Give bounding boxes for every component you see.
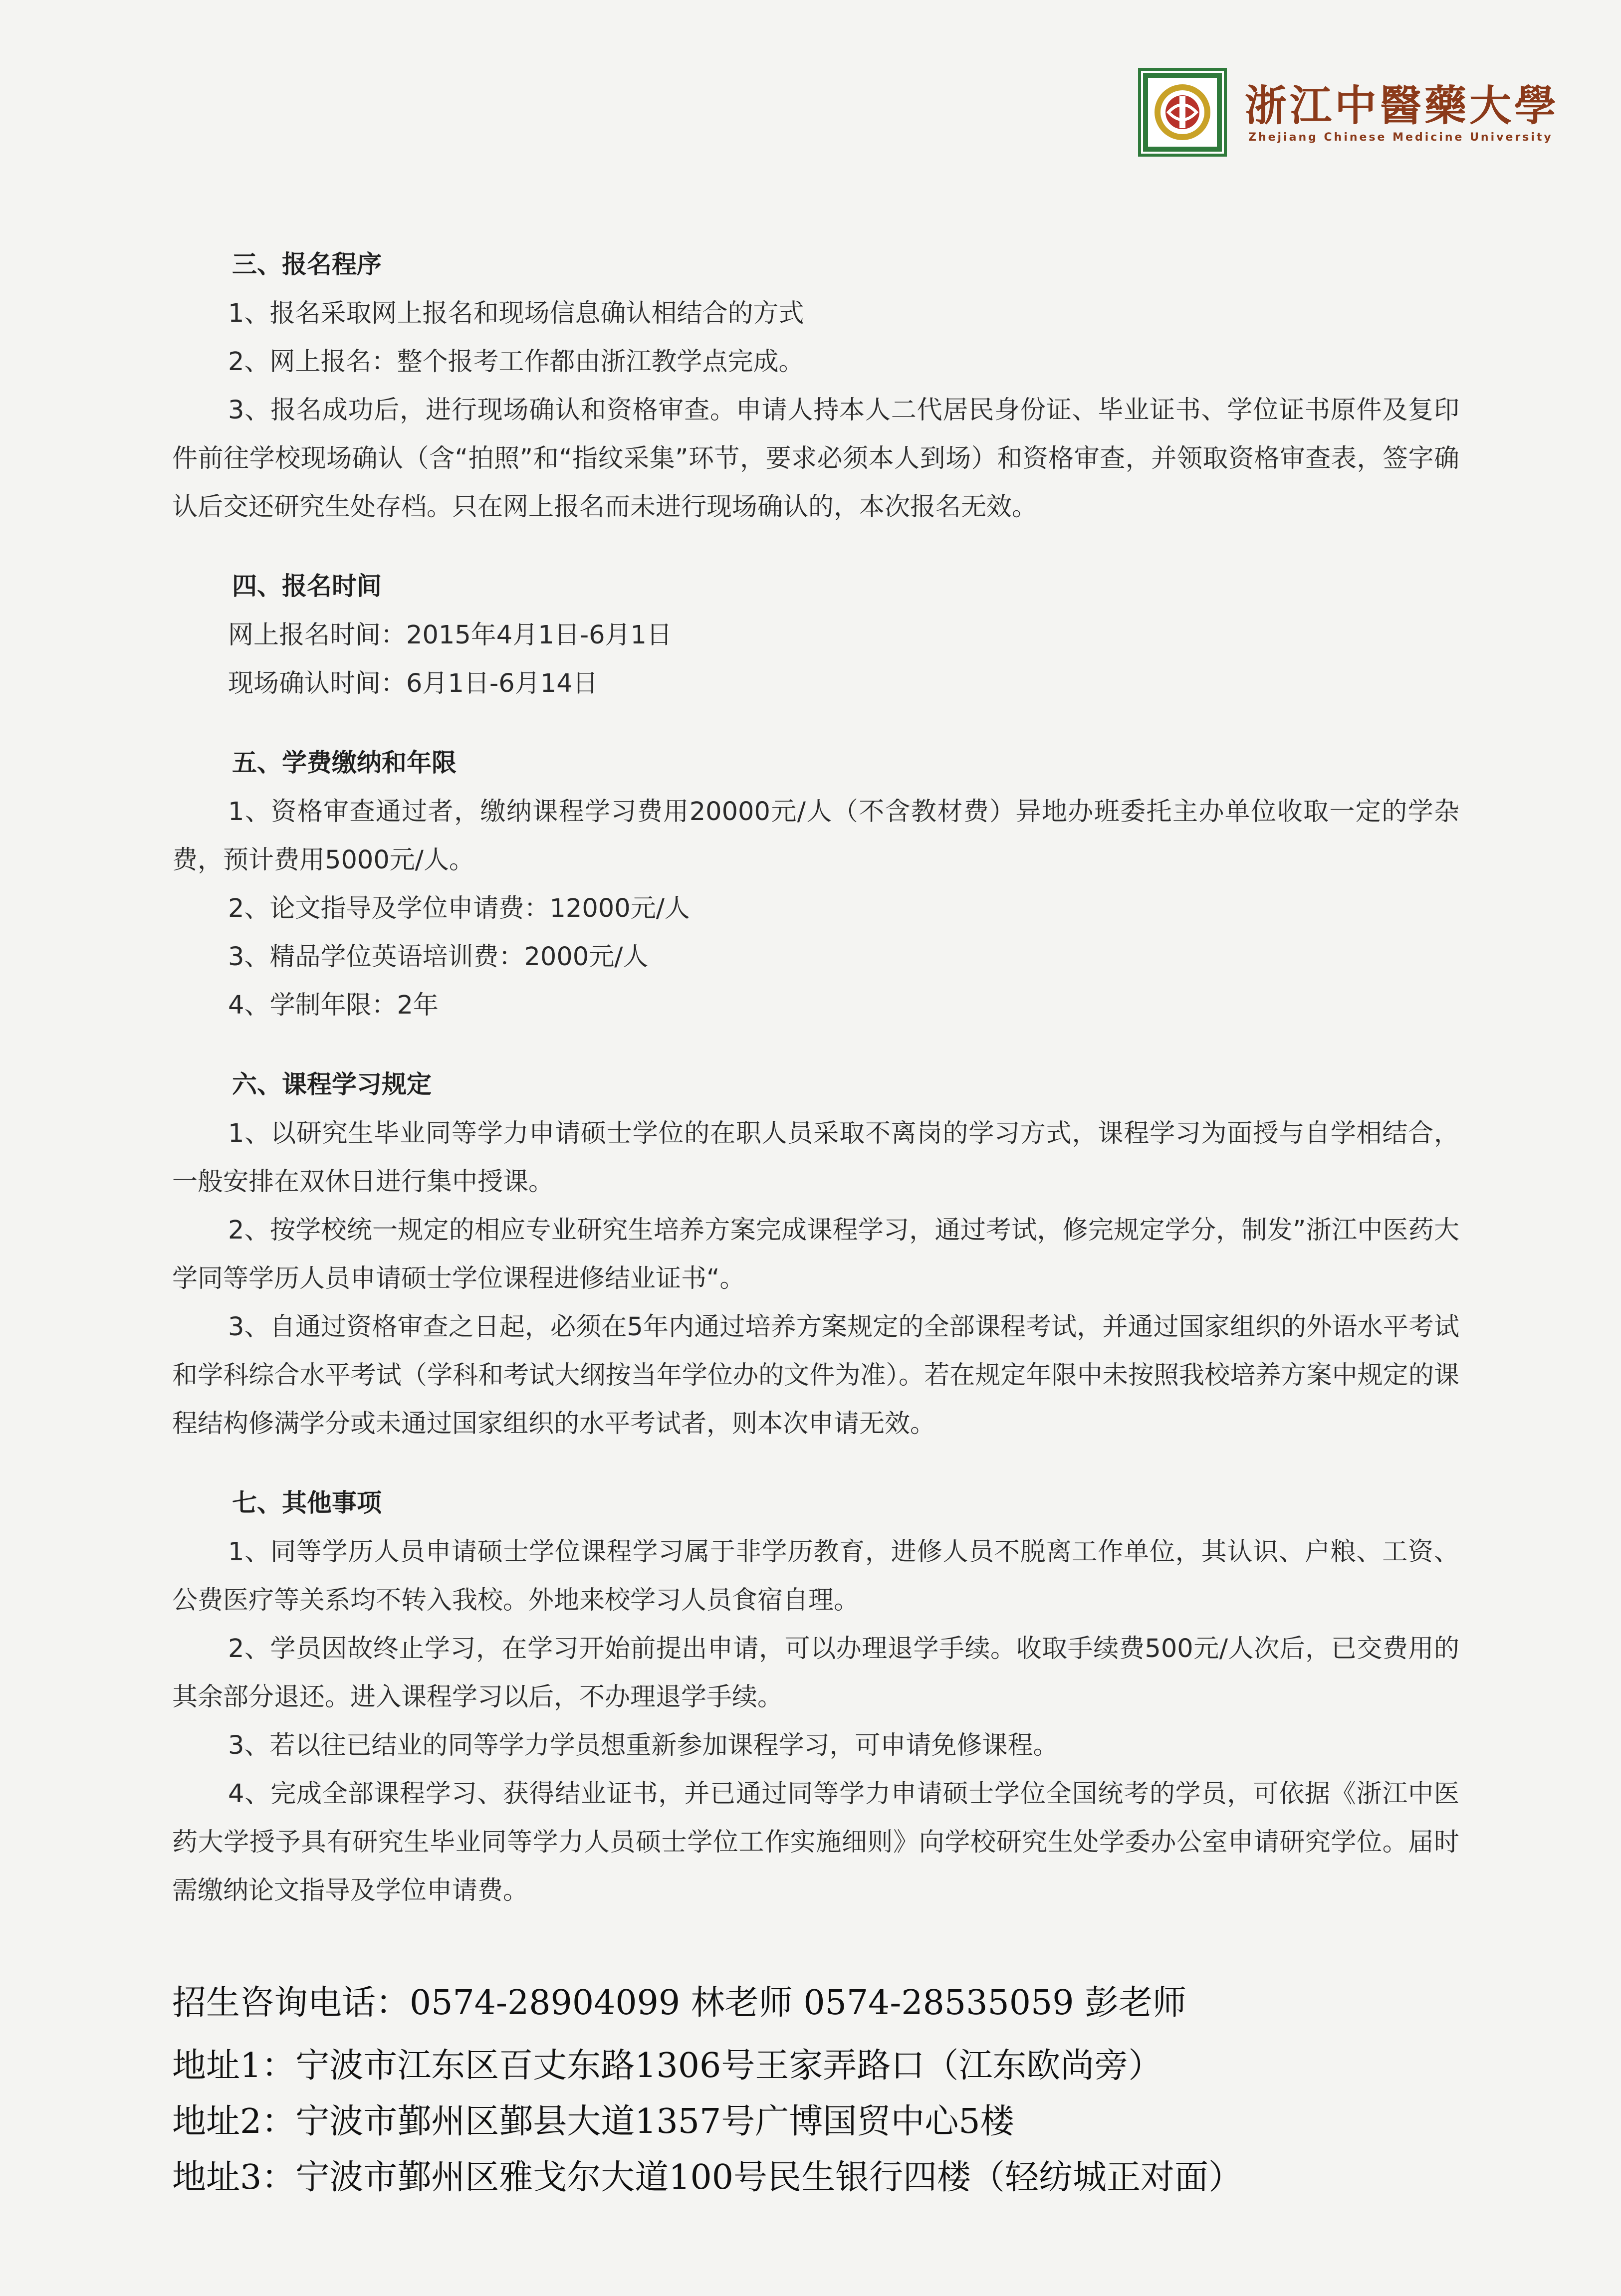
paragraph: 1、以研究生毕业同等学力申请硕士学位的在职人员采取不离岗的学习方式，课程学习为面授与自学相结合，一般安排在双休日进行集中授课。 [172, 1119, 1459, 1197]
paragraph: 2、按学校统一规定的相应专业研究生培养方案完成课程学习，通过考试，修完规定学分，制发”浙江中医药大学同等学历人员申请硕士学位课程进修结业证书“。 [172, 1216, 1459, 1293]
section-registration-time [172, 561, 1459, 708]
section-heading: 七、其他事项 [232, 1488, 382, 1517]
paragraph: 3、精品学位英语培训费：2000元/人 [228, 942, 649, 972]
paragraph: 网上报名时间：2015年4月1日-6月1日 [228, 621, 672, 650]
university-name: 浙江中醫藥大學 [1245, 81, 1560, 130]
section-registration-procedure [172, 239, 1459, 531]
contact-info [172, 1975, 1519, 2206]
paragraph: 3、自通过资格审查之日起，必须在5年内通过培养方案规定的全部课程考试，并通过国家组织的外语水平考试和学科综合水平考试（学科和考试大纲按当年学位办的文件为准）。若在规定年限中未按照我校培养方案中规定的课程结构修满学分或未通过国家组织的水平考试者，则本次申请无效。 [172, 1312, 1459, 1439]
paragraph: 2、学员因故终止学习，在学习开始前提出申请，可以办理退学手续。收取手续费500元/人次后，已交费用的其余部分退还。进入课程学习以后，不办理退学手续。 [172, 1634, 1459, 1712]
paragraph: 4、完成全部课程学习、获得结业证书，并已通过同等学力申请硕士学位全国统考的学员，可依据《浙江中医药大学授予具有研究生毕业同等学力人员硕士学位工作实施细则》向学校研究生处学委办公室申请研究学位。届时需缴纳论文指导及学位申请费。 [172, 1779, 1459, 1905]
contact-address-1: 地址1：宁波市江东区百丈东路1306号王家弄路口（江东欧尚旁） [172, 2046, 1162, 2086]
section-heading: 四、报名时间 [232, 572, 382, 601]
paragraph: 现场确认时间：6月1日-6月14日 [228, 669, 598, 698]
paragraph: 1、资格审查通过者，缴纳课程学习费用20000元/人（不含教材费）异地办班委托主办单位收取一定的学杂费，预计费用5000元/人。 [172, 797, 1459, 875]
university-logo [1138, 62, 1560, 162]
paragraph: 2、论文指导及学位申请费：12000元/人 [228, 894, 690, 923]
section-heading: 六、课程学习规定 [232, 1070, 432, 1099]
contact-address-3: 地址3：宁波市鄞州区雅戈尔大道100号民生银行四楼（轻纺城正对面） [172, 2158, 1243, 2197]
section-course-rules [172, 1059, 1459, 1448]
paragraph: 1、同等学历人员申请硕士学位课程学习属于非学历教育，进修人员不脱离工作单位，其认识、户粮、工资、公费医疗等关系均不转入我校。外地来校学习人员食宿自理。 [172, 1537, 1459, 1615]
paragraph: 3、报名成功后，进行现场确认和资格审查。申请人持本人二代居民身份证、毕业证书、学位证书原件及复印件前往学校现场确认（含“拍照”和“指纹采集”环节，要求必须本人到场）和资格审查，并领取资格审查表，签字确认后交还研究生处存档。只在网上报名而未进行现场确认的，本次报名无效。 [172, 396, 1459, 522]
section-heading: 三、报名程序 [232, 250, 382, 279]
document-body [172, 239, 1459, 1915]
contact-address-2: 地址2：宁波市鄞州区鄞县大道1357号广博国贸中心5楼 [172, 2102, 1014, 2141]
paragraph: 3、若以往已结业的同等学力学员想重新参加课程学习，可申请免修课程。 [228, 1731, 1059, 1760]
section-heading: 五、学费缴纳和年限 [232, 748, 457, 777]
university-seal-icon [1138, 67, 1227, 157]
paragraph: 2、网上报名：整个报考工作都由浙江教学点完成。 [228, 347, 804, 377]
section-other-matters [172, 1478, 1459, 1915]
paragraph: 4、学制年限：2年 [228, 991, 439, 1020]
section-tuition-and-duration [172, 738, 1459, 1030]
university-name-english: Zhejiang Chinese Medicine University [1248, 131, 1553, 144]
contact-phone: 招生咨询电话：0574-28904099 林老师 0574-28535059 彭老师 [172, 1983, 1187, 2023]
paragraph: 1、报名采取网上报名和现场信息确认相结合的方式 [228, 299, 804, 328]
